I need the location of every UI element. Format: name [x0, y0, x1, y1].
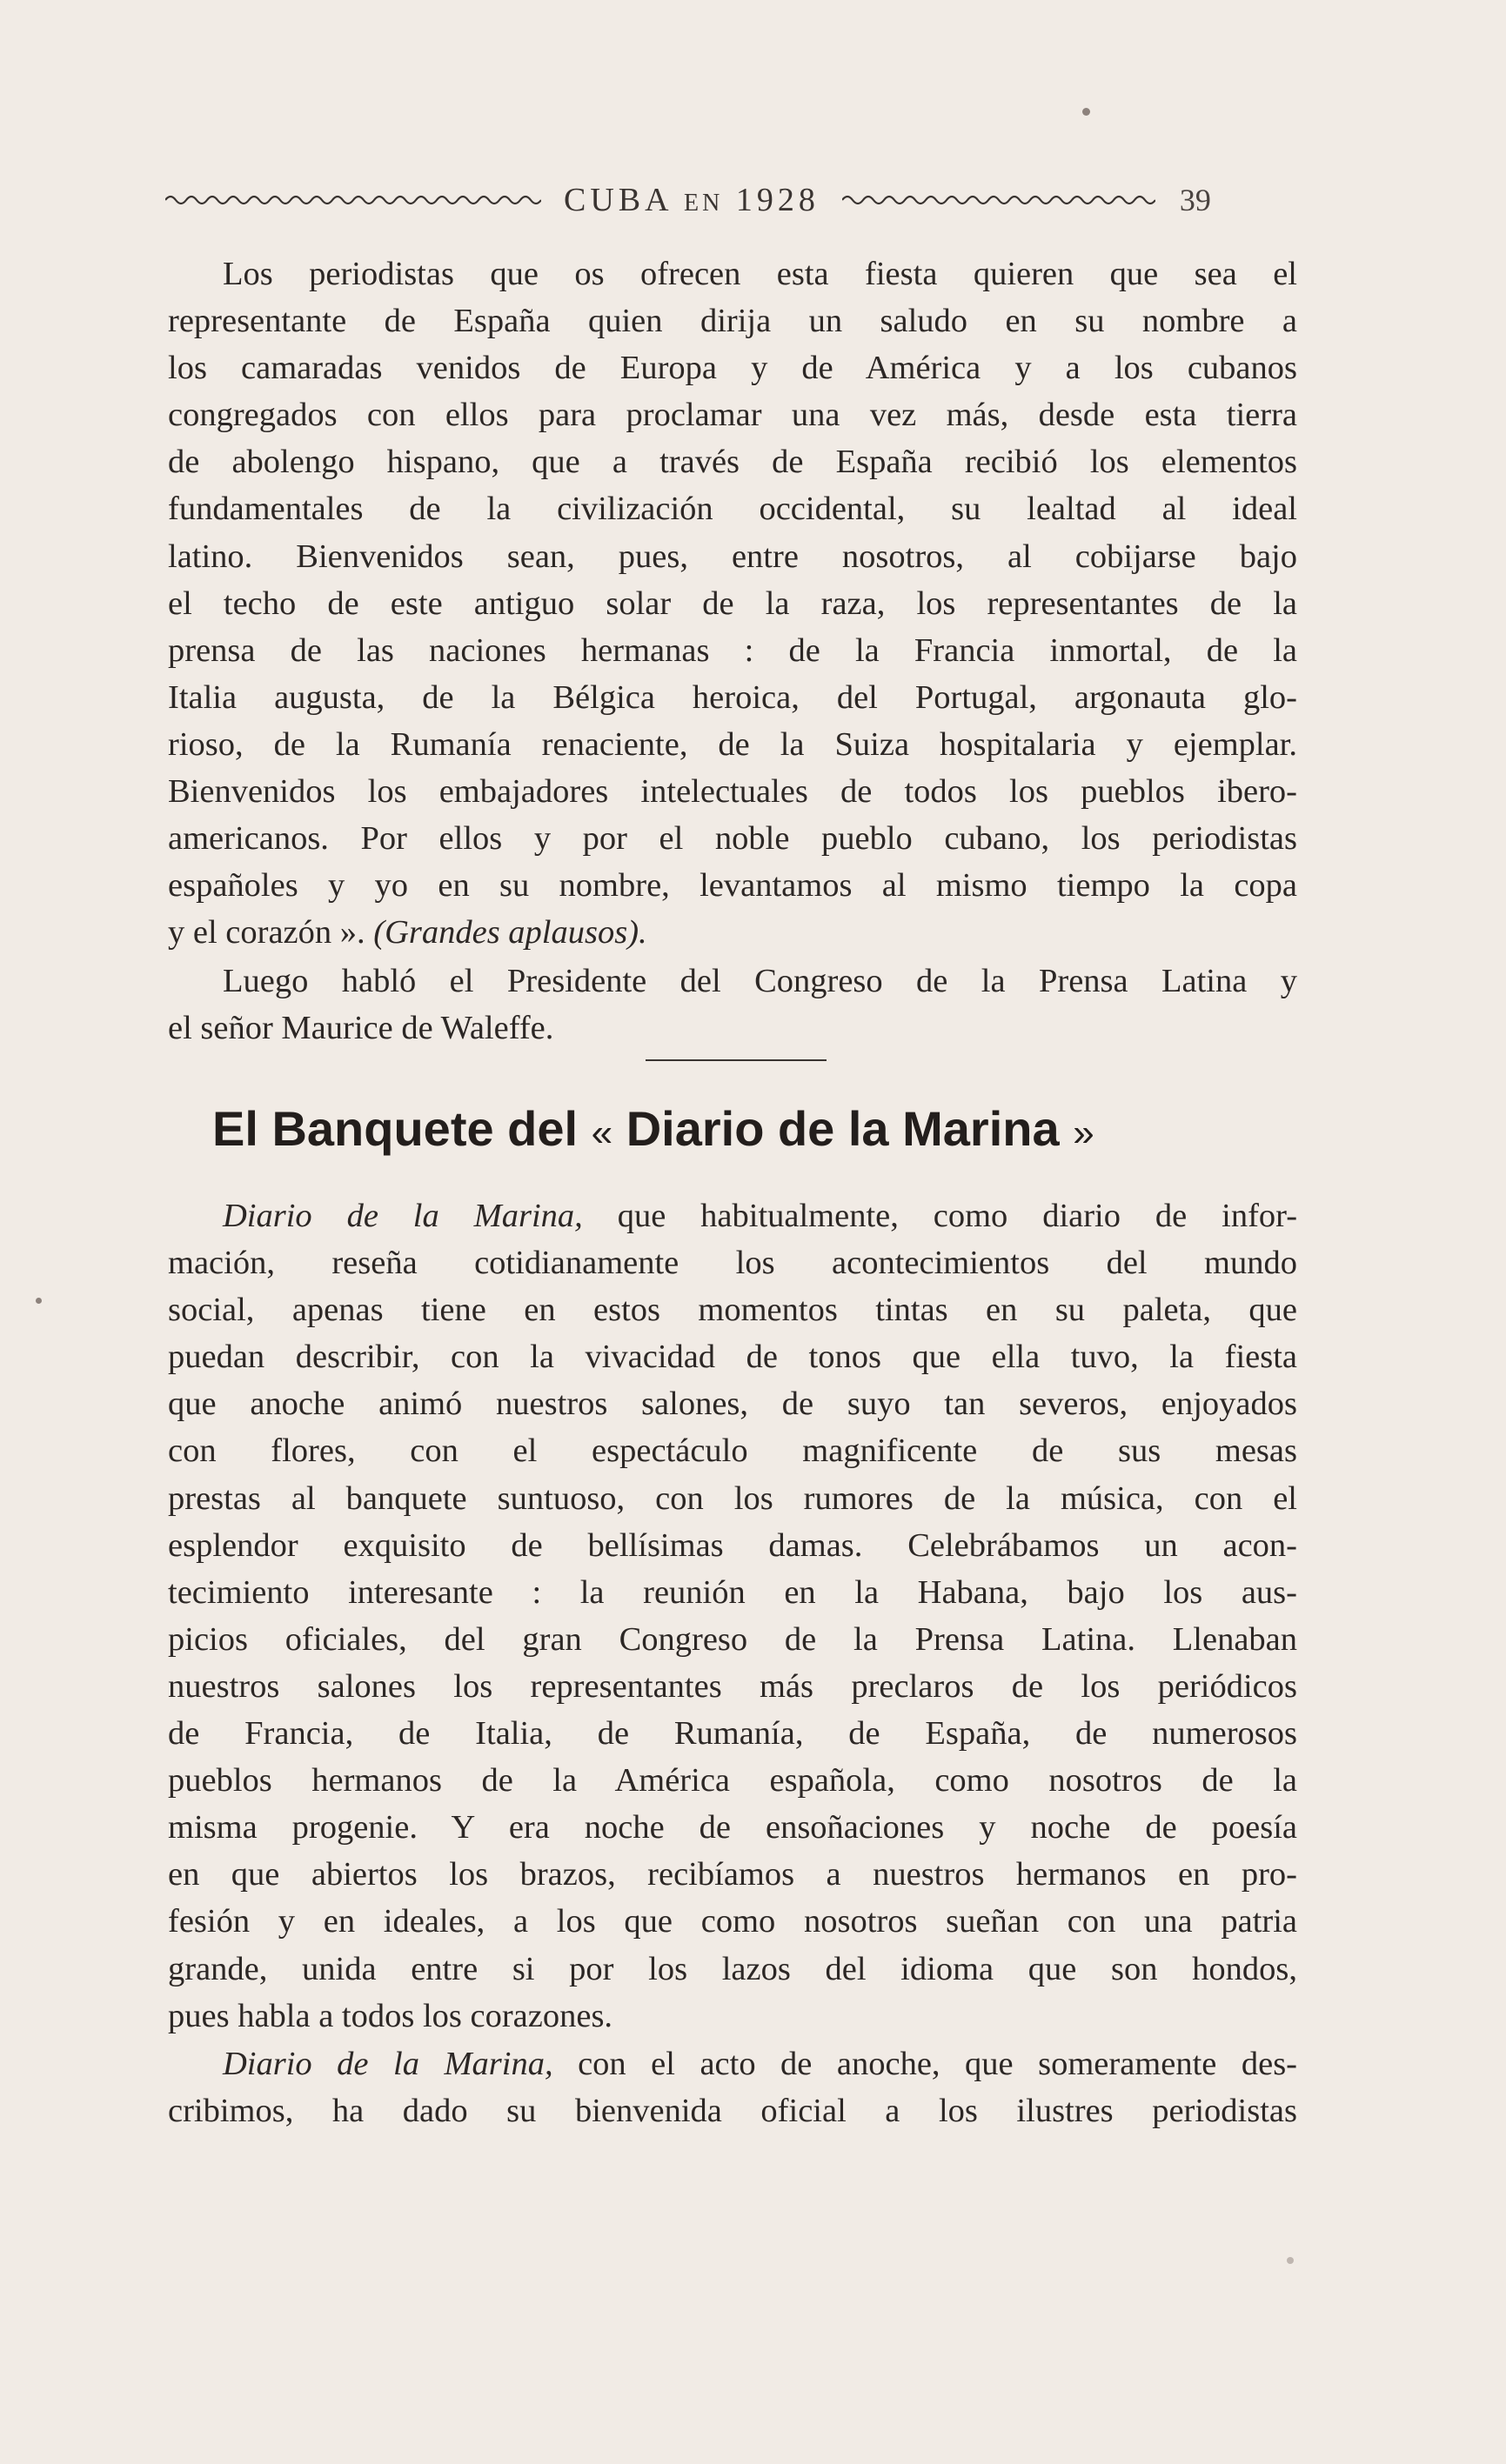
text-line: tecimiento interesante : la reunión en la Habana, bajo los aus-: [168, 1573, 1297, 1611]
newspaper-name: Diario de la Marina,: [223, 1198, 583, 1234]
closing-quote-text: y el corazón ».: [168, 914, 365, 952]
text-line: grande, unida entre si por los lazos del idioma que son hondos,: [168, 1950, 1297, 1987]
section-heading: El Banquete del « Diario de la Marina »: [212, 1101, 1094, 1156]
text-line: el señor Maurice de Waleffe.: [168, 1010, 554, 1047]
text-line: con flores, con el espectáculo magnificente de sus mesas: [168, 1432, 1297, 1470]
paper-speck: [1082, 108, 1090, 116]
text-line: nuestros salones los representantes más preclaros de los periódicos: [168, 1667, 1297, 1705]
applause-note: (Grandes aplausos).: [373, 914, 647, 952]
text-line: latino. Bienvenidos sean, pues, entre nosotros, al cobijarse bajo: [168, 538, 1297, 575]
text-line: prensa de las naciones hermanas : de la Francia inmortal, de la: [168, 631, 1297, 669]
running-header-title: CUBA EN 1928: [564, 182, 820, 218]
text-line: Bienvenidos los embajadores intelectuales de todos los pueblos ibero-: [168, 773, 1297, 811]
text-line: el techo de este antiguo solar de la raza, los representantes de la: [168, 584, 1297, 622]
text-line: Diario de la Marina, que habitualmente, como diario de infor-: [223, 1198, 1298, 1234]
paragraph-speech: [168, 250, 1297, 956]
paragraph-welcome: [168, 2040, 1297, 2134]
text-line: Luego habló el Presidente del Congreso de la Prensa Latina y: [223, 963, 1297, 999]
page-number: 39: [1179, 183, 1211, 217]
text-line: picios oficiales, del gran Congreso de la Prensa Latina. Llenaban: [168, 1620, 1297, 1658]
running-header: [165, 178, 1296, 222]
text-line: cribimos, ha dado su bienvenida oficial a los ilustres periodistas: [168, 2093, 1297, 2130]
text-line: mación, reseña cotidianamente los acontecimientos del mundo: [168, 1245, 1297, 1282]
text-line: puedan describir, con la vivacidad de tonos que ella tuvo, la fiesta: [168, 1339, 1297, 1376]
text-line: pueblos hermanos de la América española, como nosotros de la: [168, 1762, 1297, 1800]
newspaper-name: Diario de la Marina,: [223, 2046, 553, 2082]
text-line: Diario de la Marina, con el acto de anoche, que someramente des-: [223, 2046, 1297, 2082]
text-line: que anoche animó nuestros salones, de suyo tan severos, enjoyados: [168, 1386, 1297, 1423]
text-line: rioso, de la Rumanía renaciente, de la Suiza hospitalaria y ejemplar.: [168, 725, 1297, 763]
text-line: representante de España quien dirija un saludo en su nombre a: [168, 303, 1297, 340]
text-line: [168, 909, 1297, 956]
wavy-ornament-left: [165, 194, 541, 206]
paragraph-banquet: [168, 1192, 1297, 2040]
paper-speck: [36, 1298, 42, 1304]
text-line: Los periodistas que os ofrecen esta fiesta quieren que sea el: [223, 256, 1297, 292]
text-line: de Francia, de Italia, de Rumanía, de España, de numerosos: [168, 1715, 1297, 1753]
text-line: americanos. Por ellos y por el noble pueblo cubano, los periodistas: [168, 820, 1297, 858]
wavy-ornament-right: [842, 194, 1155, 206]
text-line: congregados con ellos para proclamar una vez más, desde esta tierra: [168, 397, 1297, 434]
text-line: prestas al banquete suntuoso, con los rumores de la música, con el: [168, 1479, 1297, 1517]
paper-speck: [1287, 2257, 1294, 2264]
text-line: fesión y en ideales, a los que como nosotros sueñan con una patria: [168, 1903, 1297, 1940]
text-line: fundamentales de la civilización occidental, su lealtad al ideal: [168, 491, 1297, 528]
text-line: de abolengo hispano, que a través de España recibió los elementos: [168, 444, 1297, 481]
section-divider: [646, 1059, 827, 1061]
text-line: misma progenie. Y era noche de ensoñaciones y noche de poesía: [168, 1809, 1297, 1846]
text-line: los camaradas venidos de Europa y de América y a los cubanos: [168, 350, 1297, 387]
text-line: esplendor exquisito de bellísimas damas. Celebrábamos un acon-: [168, 1526, 1297, 1564]
text-line: pues habla a todos los corazones.: [168, 1997, 613, 2034]
text-line: españoles y yo en su nombre, levantamos al mismo tiempo la copa: [168, 867, 1297, 905]
text-line: social, apenas tiene en estos momentos tintas en su paleta, que: [168, 1292, 1297, 1329]
text-line: en que abiertos los brazos, recibíamos a nuestros hermanos en pro-: [168, 1856, 1297, 1893]
text-line: Italia augusta, de la Bélgica heroica, del Portugal, argonauta glo-: [168, 678, 1297, 716]
paragraph-speakers: [168, 958, 1297, 1052]
